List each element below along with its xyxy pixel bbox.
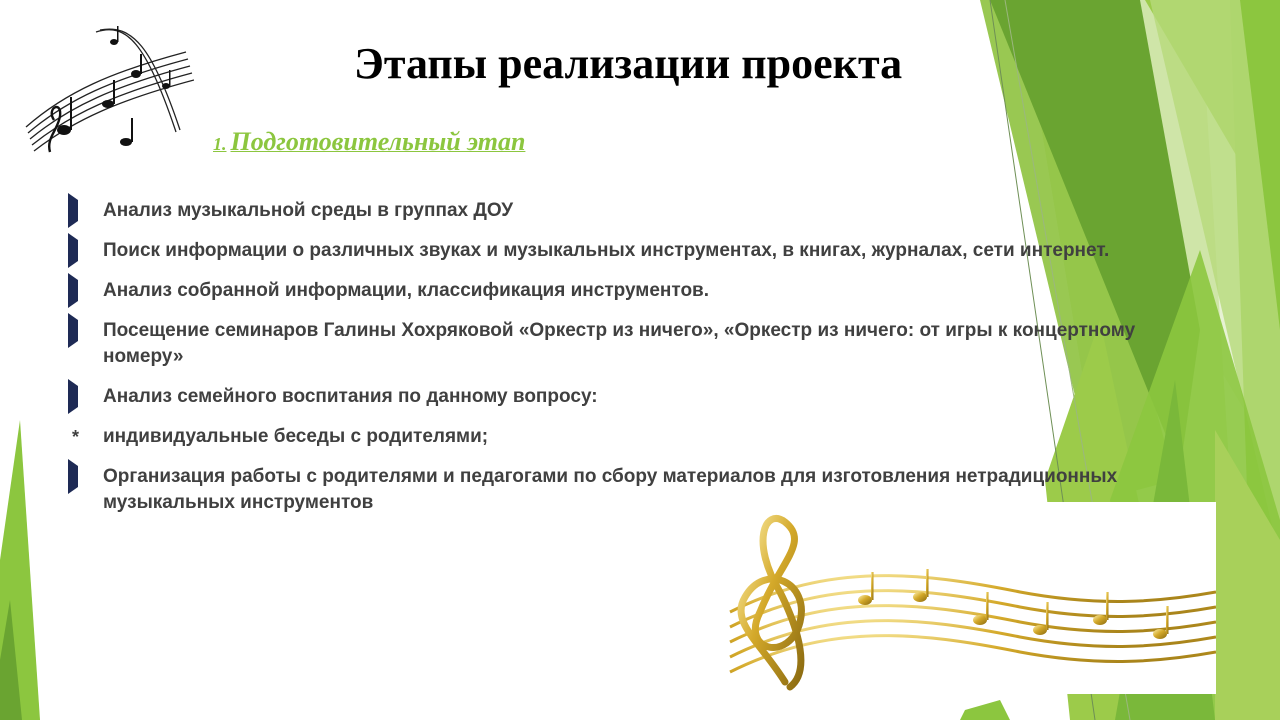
stage-subtitle (213, 126, 525, 157)
triangle-bullet-icon (66, 384, 86, 410)
asterisk-bullet: * (72, 427, 80, 447)
list-item-text: Поиск информации о различных звуках и музыкальных инструментах, в книгах, журналах, сети интернет. (103, 240, 1110, 261)
list-item-text: Организация работы с родителями и педагогами по сбору материалов для изготовления нетрадиционных музыкальных инструментов (103, 466, 1118, 513)
list-item (66, 278, 1176, 304)
list-item-text: Анализ собранной информации, классификация инструментов. (103, 280, 710, 301)
list-item (66, 238, 1176, 264)
triangle-bullet-icon (66, 278, 86, 304)
list-item-text: индивидуальные беседы с родителями; (103, 426, 489, 447)
list-item (66, 198, 1176, 224)
list-item (66, 424, 1176, 450)
stage-number: 1. (213, 134, 227, 154)
stage-name: Подготовительный этап (230, 127, 526, 156)
stage-tasks-list (66, 198, 1176, 530)
list-item-text: Анализ семейного воспитания по данному вопросу: (103, 386, 598, 407)
music-notes-image (16, 12, 194, 162)
list-item-text: Посещение семинаров Галины Хохряковой «Оркестр из ничего», «Оркестр из ничего: от игры к концертному номеру» (103, 320, 1136, 367)
slide-title: Этапы реализации проекта (354, 39, 903, 88)
triangle-bullet-icon (66, 198, 86, 224)
list-item-text: Анализ музыкальной среды в группах ДОУ (103, 200, 514, 221)
triangle-bullet-icon (66, 464, 86, 490)
golden-treble-clef-image (690, 502, 1216, 694)
triangle-bullet-icon (66, 318, 86, 344)
triangle-bullet-icon (66, 238, 86, 264)
list-item (66, 318, 1176, 370)
list-item (66, 384, 1176, 410)
